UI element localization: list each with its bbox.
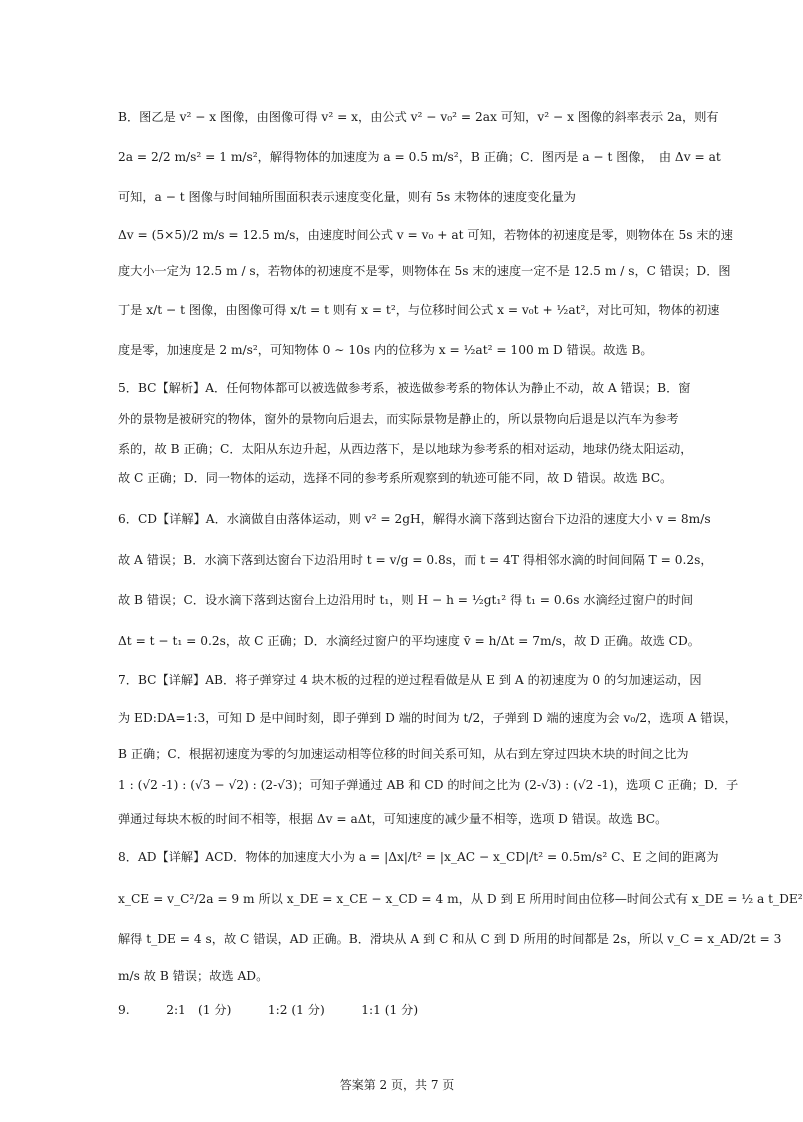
text-line: 为 ED:DA=1:3，可知 D 是中间时刻，即子弹到 D 端的时间为 t/2，子弹到 D 端的速度为会 v₀/2，选项 A 错误， xyxy=(118,711,737,725)
text-line: 6．CD【详解】A．水滴做自由落体运动，则 v² = 2gH，解得水滴下落到达窗台下边沿的速度大小 v = 8m/s xyxy=(118,512,711,526)
text-line: x_CE = v_C²/2a = 9 m 所以 x_DE = x_CE − x_CD = 4 m，从 D 到 E 所用时间由位移—时间公式有 x_DE = ½ a t_DE² xyxy=(118,892,803,906)
text-line: 可知，a − t 图像与时间轴所围面积表示速度变化量，则有 5s 末物体的速度变化量为 xyxy=(118,190,576,204)
text-line: 故 B 错误；C．设水滴下落到达窗台上边沿用时 t₁，则 H − h = ½gt₁² 得 t₁ = 0.6s 水滴经过窗户的时间 xyxy=(118,593,694,607)
text-line: Δv = (5×5)/2 m/s = 12.5 m/s，由速度时间公式 v = v₀ + at 可知，若物体的初速度是零，则物体在 5s 末的速 xyxy=(118,228,733,242)
text-line: B．图乙是 v² − x 图像，由图像可得 v² = x，由公式 v² − v₀² = 2ax 可知，v² − x 图像的斜率表示 2a，则有 xyxy=(118,110,719,124)
text-line: 外的景物是被研究的物体，窗外的景物向后退去，而实际景物是静止的，所以景物向后退是以汽车为参考 xyxy=(118,412,679,426)
text-line: m/s 故 B 错误；故选 AD。 xyxy=(118,969,269,983)
text-line: 7．BC【详解】AB．将子弹穿过 4 块木板的过程的逆过程看做是从 E 到 A 的初速度为 0 的匀加速运动，因 xyxy=(118,673,702,687)
text-line: 故 A 错误；B．水滴下落到达窗台下边沿用时 t = v/g = 0.8s，而 t = 4T 得相邻水滴的时间间隔 T = 0.2s， xyxy=(118,553,713,567)
page-footer: 答案第 2 页，共 7 页 xyxy=(339,1078,455,1092)
text-line: 度是零，加速度是 2 m/s²，可知物体 0 ∼ 10s 内的位移为 x = ½at² = 100 m D 错误。故选 B。 xyxy=(118,343,653,357)
text-line: 2a = 2/2 m/s² = 1 m/s²，解得物体的加速度为 a = 0.5 m/s²，B 正确；C．图丙是 a − t 图像， 由 Δv = at xyxy=(118,150,721,164)
text-line: 5．BC【解析】A．任何物体都可以被选做参考系，被选做参考系的物体认为静止不动，故 A 错误；B．窗 xyxy=(118,381,691,395)
text-line: 8．AD【详解】ACD．物体的加速度大小为 a = |Δx|/t² = |x_AC − x_CD|/t² = 0.5m/s² C、E 之间的距离为 xyxy=(118,850,719,864)
text-line: 系的，故 B 正确；C．太阳从东边升起，从西边落下，是以地球为参考系的相对运动，地球仍绕太阳运动， xyxy=(118,442,693,456)
text-line: 丁是 x/t − t 图像，由图像可得 x/t = t 则有 x = t²，与位移时间公式 x = v₀t + ½at²，对比可知，物体的初速 xyxy=(118,303,720,317)
text-line: Δt = t − t₁ = 0.2s，故 C 正确；D．水滴经过窗户的平均速度 v̄ = h/Δt = 7m/s，故 D 正确。故选 CD。 xyxy=(118,634,700,648)
text-line: 弹通过每块木板的时间不相等，根据 Δv = aΔt，可知速度的减少量不相等，选项 D 错误。故选 BC。 xyxy=(118,812,668,826)
text-line: B 正确；C．根据初速度为零的匀加速运动相等位移的时间关系可知，从右到左穿过四块木块的时间之比为 xyxy=(118,747,689,761)
text-line: 1 : (√2 -1) : (√3 − √2) : (2-√3)；可知子弹通过 AB 和 CD 的时间之比为 (2-√3) : (√2 -1)，选项 C 正确；D．子 xyxy=(118,778,739,792)
text-line: 故 C 正确；D．同一物体的运动，选择不同的参考系所观察到的轨迹可能不同，故 D 错误。故选 BC。 xyxy=(118,471,673,485)
text-line: 度大小一定为 12.5 m / s，若物体的初速度不是零，则物体在 5s 末的速度一定不是 12.5 m / s，C 错误；D．图 xyxy=(118,264,731,278)
text-line: 解得 t_DE = 4 s，故 C 错误，AD 正确。B．滑块从 A 到 C 和从 C 到 D 所用的时间都是 2s，所以 v_C = x_AD/2t = 3 xyxy=(118,932,782,946)
text-line: 9. 2:1 (1 分) 1:2 (1 分) 1:1 (1 分) xyxy=(118,1003,419,1017)
